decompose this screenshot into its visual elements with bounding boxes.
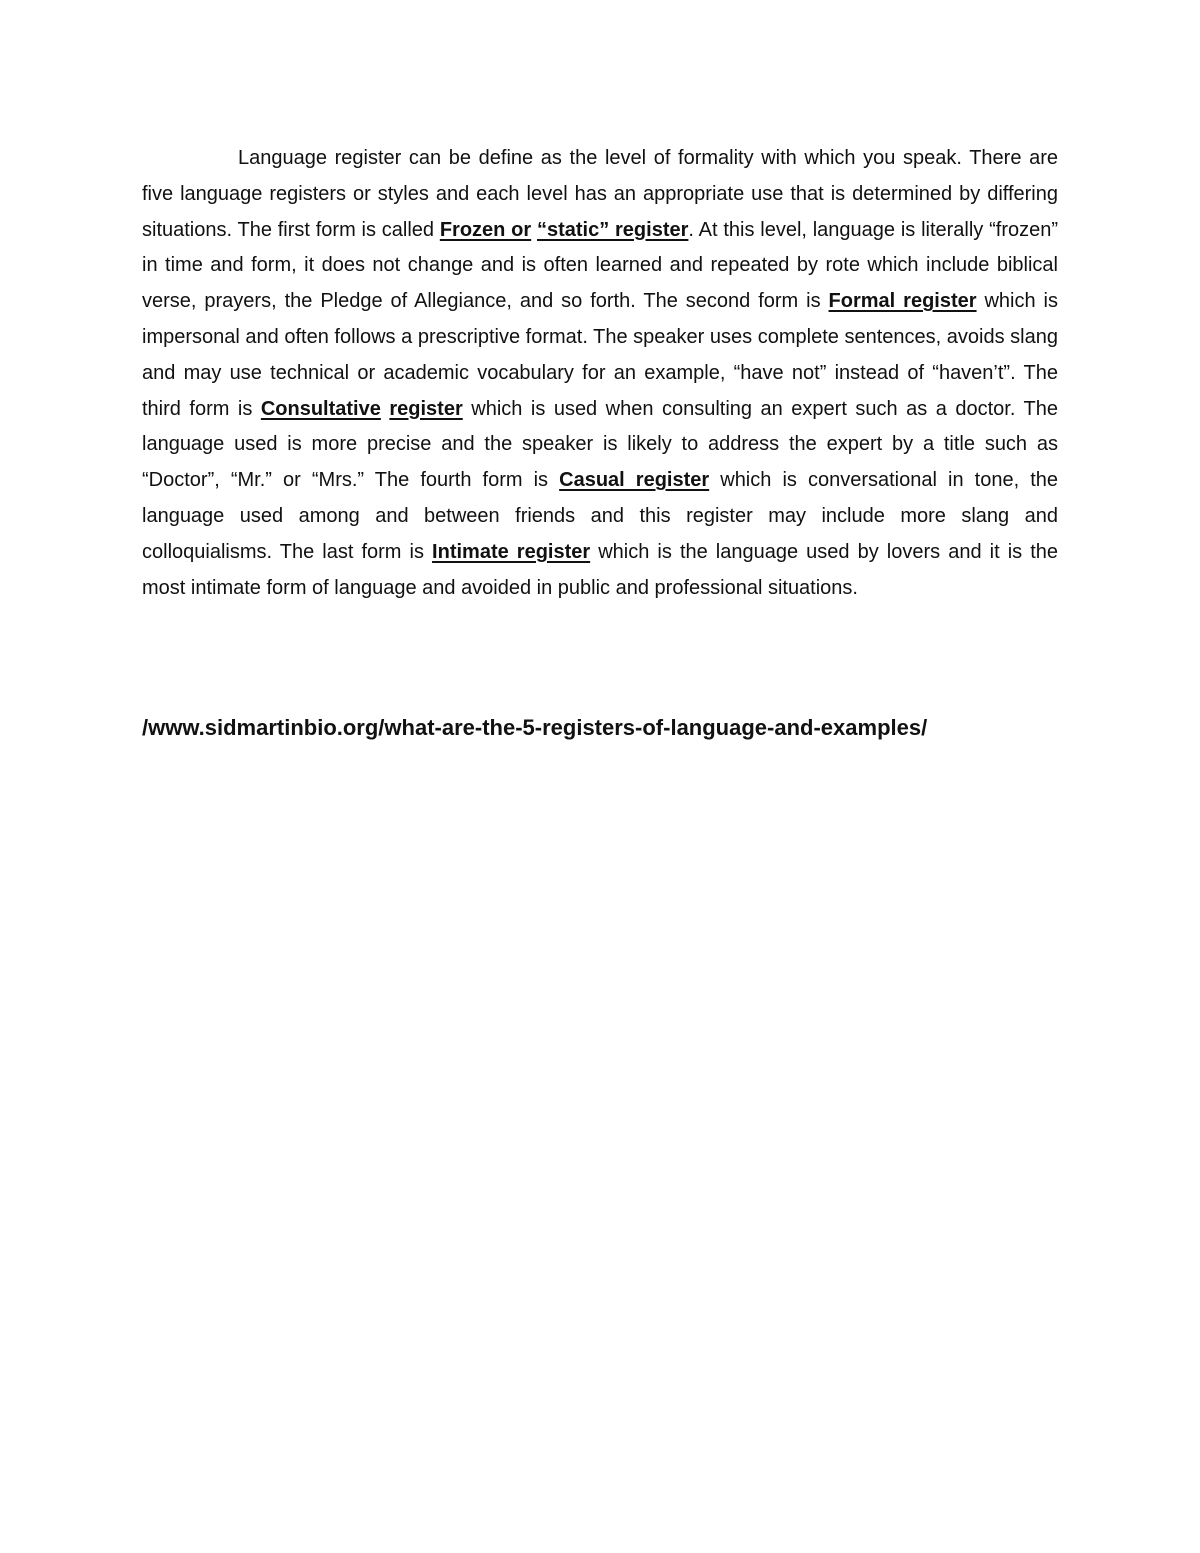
term-consultative-register: register (389, 397, 463, 420)
text-after-frozen: . At this level, language is literally “frozen” in time and form, it does not change and is often learned and repeated by rote which include biblical verse, prayers, the Pledge of Allegiance, and so forth. The second form is (142, 218, 1059, 313)
source-url: /www.sidmartinbio.org/what-are-the-5-registers-of-language-and-examples/ (142, 715, 928, 740)
text-intro: Language register can be define as the level of formality with which you speak. There are five language registers or styles and each level has an appropriate use that is determined by differing situations. The first form is called (142, 147, 1058, 241)
term-formal-register: Formal register (828, 290, 977, 313)
text-after-consultative: which is used when consulting an expert such as a doctor. The language used is more precise and the speaker is likely to address the expert by a title such as “Doctor”, “Mr.” or “Mrs.” The fourth form is (142, 397, 1058, 492)
text-after-casual: which is conversational in tone, the language used among and between friends and this register may include more slang and colloquialisms. The last form is (142, 469, 1059, 563)
text-after-intimate: which is the language used by lovers and it is the most intimate form of language and avoided in public and professional situations. (142, 540, 1059, 599)
term-static-register: “static” register (536, 218, 689, 241)
text-after-formal: which is impersonal and often follows a prescriptive format. The speaker uses complete sentences, avoids slang and may use technical or academic vocabulary for an example, “have not” instead of “haven’t”. The third form is (142, 290, 1059, 420)
term-casual-register: Casual register (559, 469, 710, 492)
term-consultative: Consultative (260, 397, 381, 420)
term-frozen: Frozen or (439, 218, 532, 241)
body-paragraph (142, 141, 1058, 606)
term-intimate-register: Intimate register (432, 540, 591, 563)
